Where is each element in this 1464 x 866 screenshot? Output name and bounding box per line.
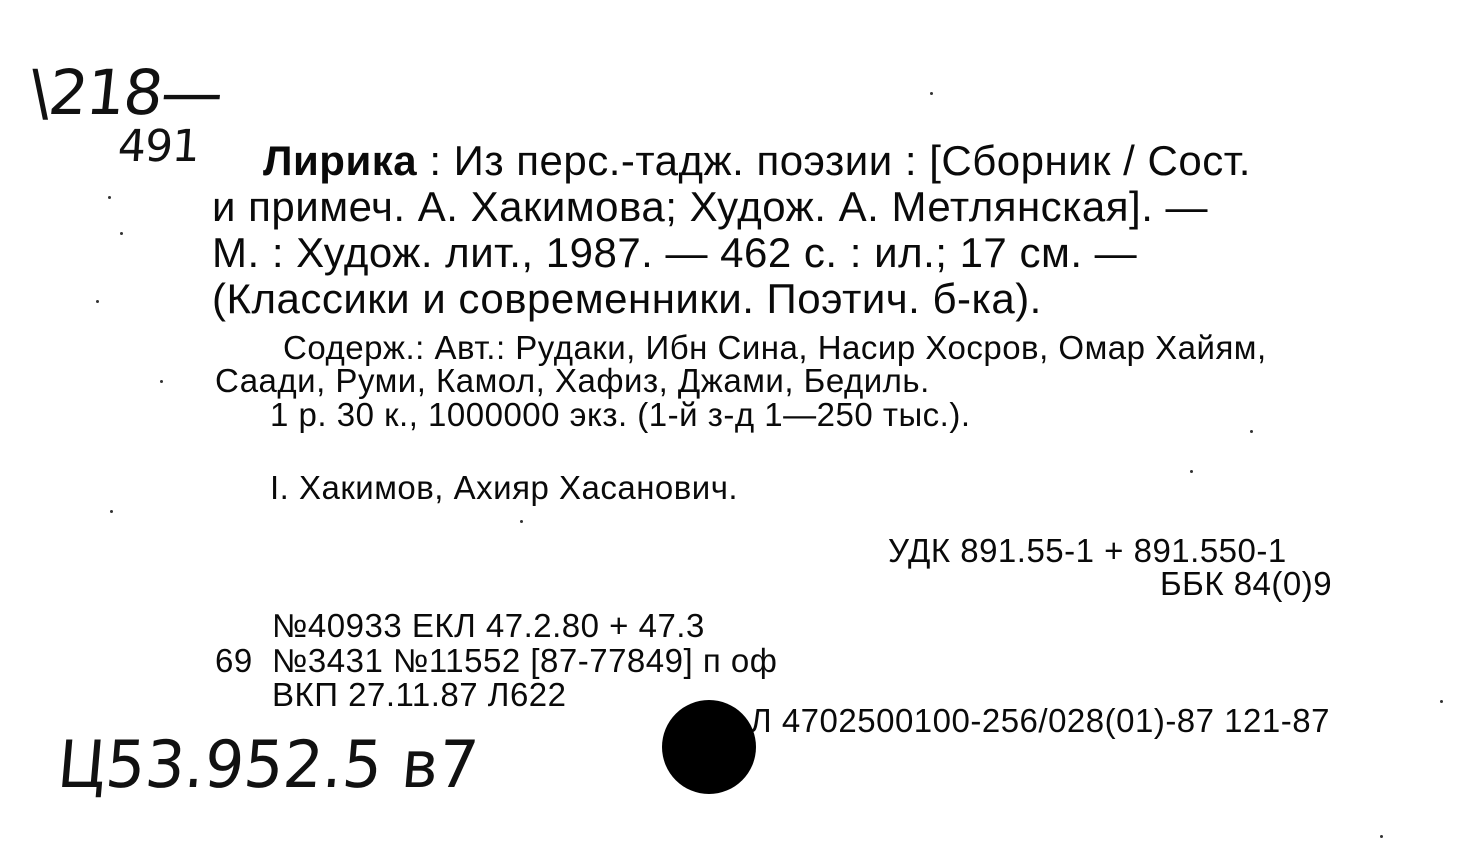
entry-line-3: М. : Худож. лит., 1987. — 462 с. : ил.; 17 см. — [212,229,1138,276]
handwritten-call-number: \218— [26,56,226,129]
handwritten-classification-code: Ц53.952.5 в7 [54,726,482,803]
bottom-code-line-2-prefix: 69 [215,642,253,679]
udk-code: УДК 891.55-1 + 891.550-1 [888,532,1287,569]
scan-speck [930,92,933,95]
bottom-code-line-1: №40933 ЕКЛ 47.2.80 + 47.3 [272,607,705,644]
scan-speck [1380,835,1383,838]
entry-title: Лирика [263,137,418,184]
tracing-entry: I. Хакимов, Ахияр Хасанович. [270,469,739,506]
entry-line-1-rest: : Из перс.-тадж. поэзии : [Сборник / Сост. [429,137,1251,184]
bottom-code-line-2: №3431 №11552 [87-77849] п оф [272,642,778,679]
scan-speck [520,520,523,523]
contents-line-1: Содерж.: Авт.: Рудаки, Ибн Сина, Насир Хосров, Омар Хайям, [283,329,1267,366]
scan-speck [96,300,99,303]
bottom-code-line-3: ВКП 27.11.87 Л622 [272,676,567,713]
scan-speck [1190,470,1193,473]
scan-speck [110,510,113,513]
entry-line-4: (Классики и современники. Поэтич. б-ка). [212,275,1042,322]
index-code: Л 4702500100-256/028(01)-87 121-87 [750,702,1330,739]
handwritten-call-number-sub: 491 [116,121,201,172]
price-edition: 1 р. 30 к., 1000000 экз. (1-й з-д 1—250 тыс.). [270,396,971,433]
scan-speck [1250,430,1253,433]
contents-line-2: Саади, Руми, Камол, Хафиз, Джами, Бедиль. [215,362,930,399]
entry-line-2: и примеч. А. Хакимова; Худож. А. Метлянская]. — [212,183,1209,230]
scan-speck [108,196,111,199]
scan-speck [1440,700,1443,703]
scan-speck [160,380,163,383]
entry-line-1 [263,138,1251,184]
card-punch-hole [662,700,756,794]
scan-speck [120,232,123,235]
bbk-code: ББК 84(0)9 [1160,565,1333,602]
